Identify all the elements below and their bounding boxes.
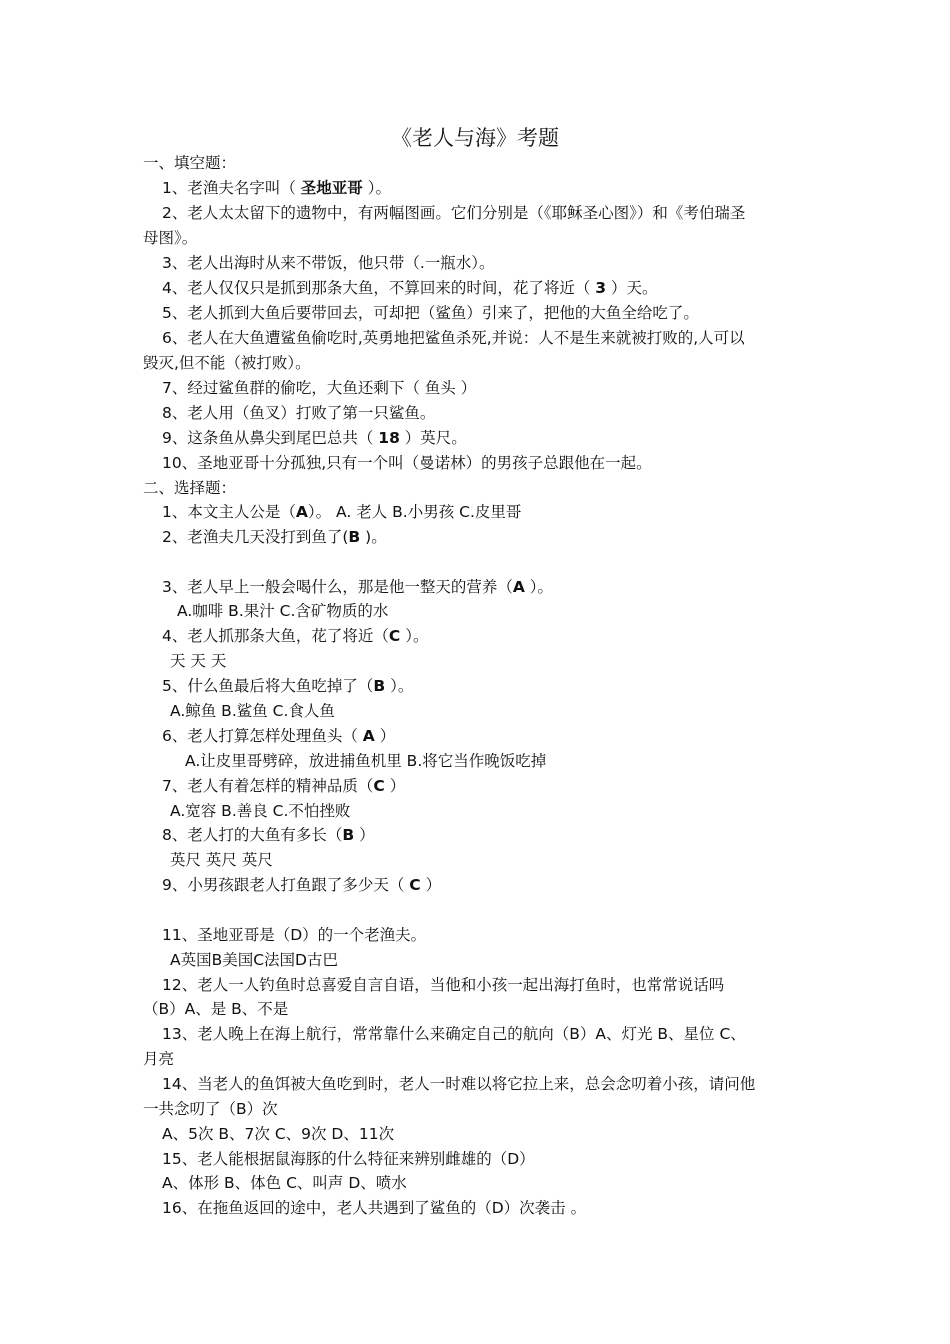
answer: B [348, 528, 361, 546]
choice-q14-options: A、5次 B、7次 C、9次 D、11次 [162, 1125, 395, 1143]
choice-q9: 9、小男孩跟老人打鱼跟了多少天（ C ） [162, 876, 442, 894]
fill-q1: 1、老渔夫名字叫（ 圣地亚哥 ）。 [162, 179, 391, 197]
answer: 圣地亚哥 [300, 179, 363, 197]
fill-q9: 9、这条鱼从鼻尖到尾巴总共（ 18 ）英尺。 [162, 429, 467, 447]
choice-q14-line1: 14、当老人的鱼饵被大鱼吃到时，老人一时难以将它拉上来，总会念叨着小孩，请问他 [162, 1075, 756, 1093]
answer: 18 [378, 429, 400, 447]
choice-q6-options: A.让皮里哥劈碎，放进捕鱼机里 B.将它当作晚饭吃掉 [185, 752, 547, 770]
choice-q4-options: 天 天 天 [170, 652, 227, 670]
answer: C [373, 777, 385, 795]
choice-q16: 16、在拖鱼返回的途中，老人共遇到了鲨鱼的（D）次袭击 。 [162, 1199, 587, 1217]
answer: B [342, 826, 355, 844]
answer: A [295, 503, 308, 521]
section-choice-heading: 二、选择题： [143, 479, 237, 497]
choice-q11-options: A英国B美国C法国D古巴 [170, 951, 338, 969]
fill-q10: 10、圣地亚哥十分孤独,只有一个叫（曼诺林）的男孩子总跟他在一起。 [162, 454, 652, 472]
choice-q8-options: 英尺 英尺 英尺 [170, 851, 273, 869]
choice-q5-options: A.鲸鱼 B.鲨鱼 C.食人鱼 [170, 702, 335, 720]
choice-q12-line1: 12、老人一人钓鱼时总喜爱自言自语，当他和小孩一起出海打鱼时，也常常说话吗 [162, 976, 725, 994]
choice-q3: 3、老人早上一般会喝什么，那是他一整天的营养（A ）。 [162, 578, 554, 596]
choice-q5: 5、什么鱼最后将大鱼吃掉了（B ）。 [162, 677, 414, 695]
choice-q13-line2: 月亮 [143, 1050, 175, 1068]
fill-q5: 5、老人抓到大鱼后要带回去，可却把（鲨鱼）引来了，把他的大鱼全给吃了。 [162, 304, 699, 322]
choice-q13-line1: 13、老人晚上在海上航行，常常靠什么来确定自己的航向（B）A、灯光 B、星位 C、 [162, 1025, 746, 1043]
answer: A [362, 727, 375, 745]
fill-q3: 3、老人出海时从来不带饭，他只带（.一瓶水）。 [162, 254, 495, 272]
answer: B [373, 677, 386, 695]
choice-q7-options: A.宽容 B.善良 C.不怕挫败 [170, 802, 351, 820]
choice-q12-line2: （B）A、是 B、不是 [143, 1000, 289, 1018]
choice-q11: 11、圣地亚哥是（D）的一个老渔夫。 [162, 926, 427, 944]
answer: C [388, 627, 401, 645]
choice-q7: 7、老人有着怎样的精神品质（C ） [162, 777, 406, 795]
choice-q3-options: A.咖啡 B.果汁 C.含矿物质的水 [177, 602, 389, 620]
choice-q15: 15、老人能根据鼠海豚的什么特征来辨别雌雄的（D） [162, 1150, 535, 1168]
fill-q8: 8、老人用（鱼叉）打败了第一只鲨鱼。 [162, 404, 436, 422]
choice-q8: 8、老人打的大鱼有多长（B ） [162, 826, 375, 844]
choice-q2: 2、老渔夫几天没打到鱼了(B )。 [162, 528, 387, 546]
choice-q4: 4、老人抓那条大鱼，花了将近（C ）。 [162, 627, 429, 645]
choice-q1: 1、本文主人公是（A）。 A. 老人 B.小男孩 C.皮里哥 [162, 503, 522, 521]
fill-q7: 7、经过鲨鱼群的偷吃，大鱼还剩下（ 鱼头 ） [162, 379, 477, 397]
fill-q6-line2: 毁灭,但不能（被打败）。 [143, 354, 311, 372]
answer: A [512, 578, 525, 596]
fill-q2-line1: 2、老人太太留下的遗物中，有两幅图画。它们分别是（《耶稣圣心图》）和《考伯瑞圣 [162, 204, 746, 222]
answer: 3 [595, 279, 607, 297]
answer: C [409, 876, 421, 894]
fill-q6-line1: 6、老人在大鱼遭鲨鱼偷吃时,英勇地把鲨鱼杀死,并说：人不是生来就被打败的,人可以 [162, 329, 745, 347]
choice-q14-line2: 一共念叨了（B）次 [143, 1100, 278, 1118]
section-fill-heading: 一、填空题： [143, 154, 237, 172]
fill-q2-line2: 母图》。 [143, 229, 198, 247]
choice-q6: 6、老人打算怎样处理鱼头（ A ） [162, 727, 396, 745]
choice-q15-options: A、体形 B、体色 C、叫声 D、喷水 [162, 1174, 407, 1192]
document-title: 《老人与海》考题 [391, 126, 559, 150]
fill-q4: 4、老人仅仅只是抓到那条大鱼，不算回来的时间，花了将近（ 3 ）天。 [162, 279, 658, 297]
